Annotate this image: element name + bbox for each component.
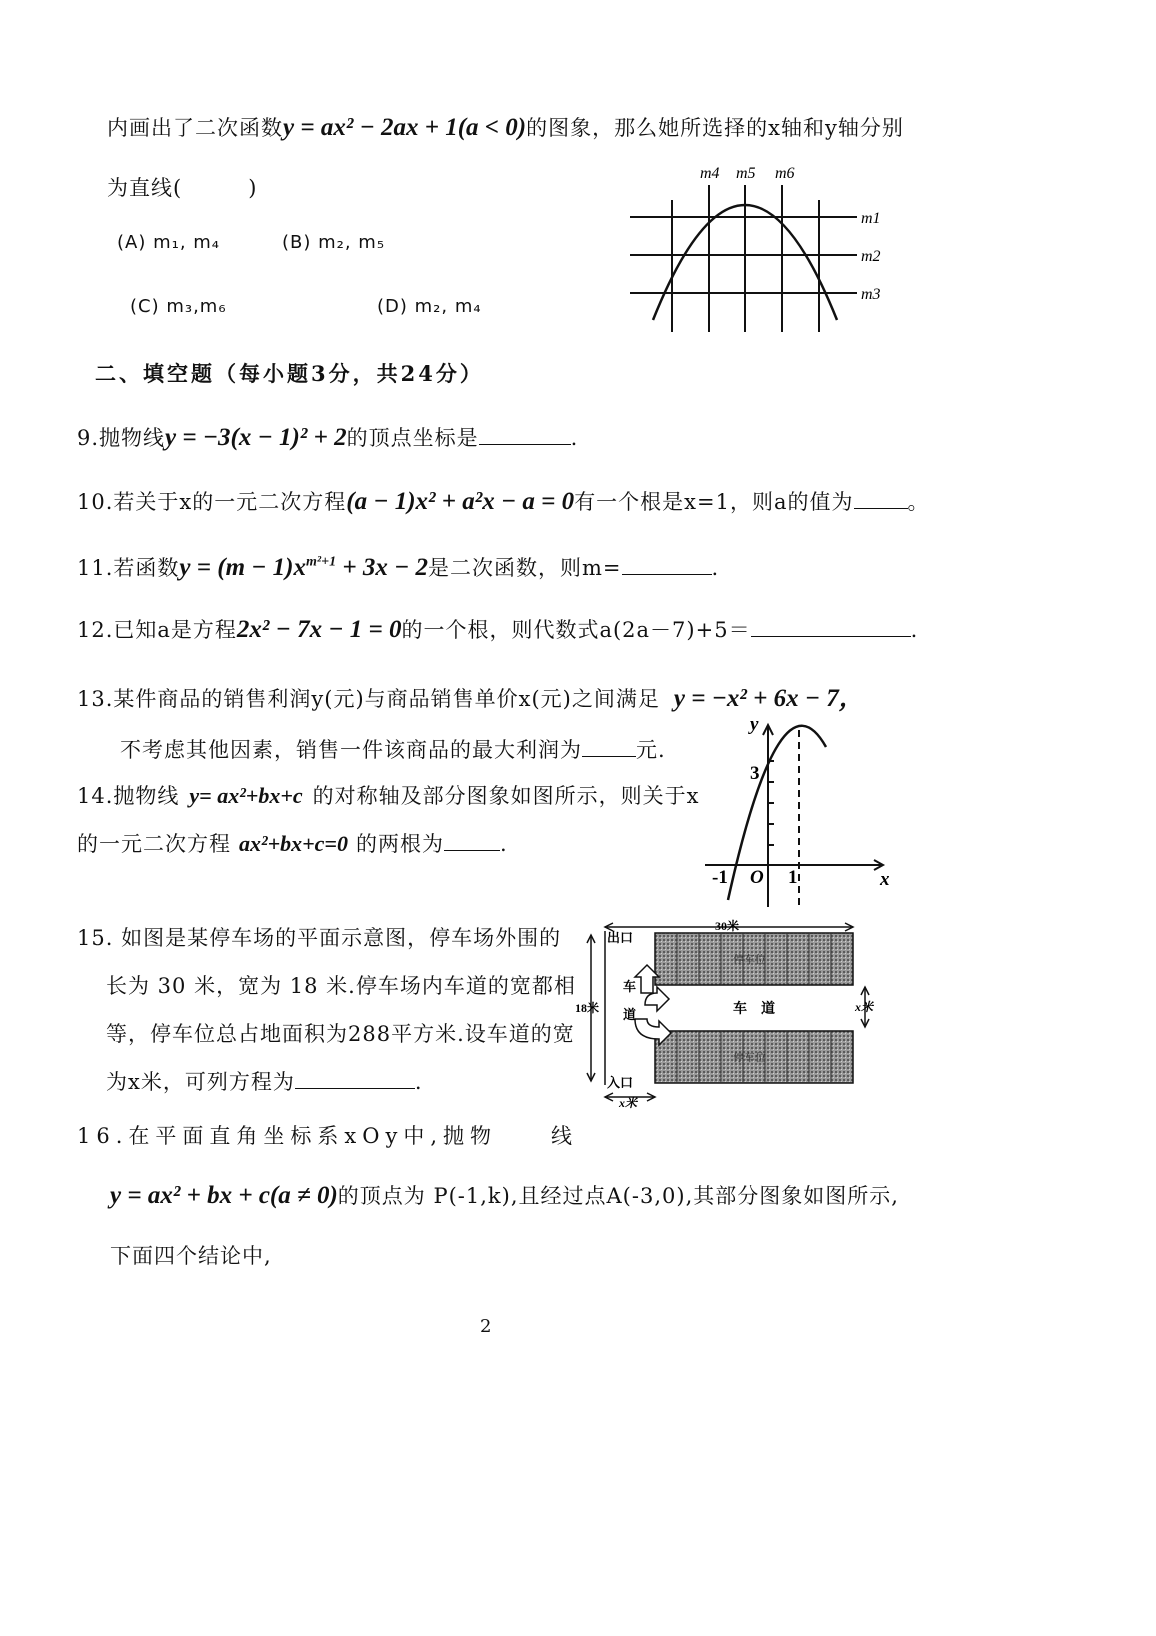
q12 — [77, 614, 918, 644]
q15-exit-label: 出口 — [607, 930, 634, 945]
q13-line1 — [77, 678, 864, 714]
q8-text-a: 内画出了二次函数 — [107, 116, 283, 140]
q12-text-b: 的一个根，则代数式a(2a－7)+5＝ — [401, 618, 751, 642]
q14-parabola-graph — [700, 715, 895, 910]
q9-answer-blank — [479, 424, 571, 445]
q10-answer-blank — [854, 488, 908, 509]
q14-three-label: 3 — [750, 763, 760, 784]
q15-width-label: 30米 — [715, 919, 740, 933]
q9 — [77, 422, 578, 452]
q11-end: . — [711, 556, 720, 580]
q16-formula: y = ax² + bx + c(a ≠ 0) — [110, 1182, 338, 1209]
q10-text-b: 有一个根是x=1，则a的值为 — [574, 490, 854, 514]
q14-x-label: x — [880, 869, 890, 890]
q15-entrance-label: 入口 — [607, 1075, 634, 1090]
q13-text-a: 13.某件商品的销售利润y(元)与商品销售单价x(元)之间满足 — [77, 687, 660, 711]
q13-line2 — [120, 734, 666, 764]
q15-bottom-width: x米 — [619, 1096, 638, 1110]
q15-lot-top-label: 停车位 — [733, 954, 766, 966]
page-number: 2 — [480, 1316, 492, 1337]
q16-text-b: 的顶点为 P(-1,k),且经过点A(-3,0),其部分图象如图所示, — [337, 1184, 899, 1208]
label-m4: m4 — [700, 165, 720, 182]
q13-answer-blank — [582, 736, 636, 757]
q16-line3: 下面四个结论中, — [110, 1244, 272, 1268]
q13-text-b: 不考虑其他因素，销售一件该商品的最大利润为 — [120, 738, 582, 762]
q8-option-b: (B) m₂, m₅ — [282, 232, 386, 253]
label-m5: m5 — [736, 165, 756, 182]
q10-formula: (a − 1)x² + a²x − a = 0 — [346, 488, 575, 515]
q8-line2: 为直线( ) — [107, 176, 258, 200]
q11-answer-blank — [622, 554, 712, 575]
q8-line1 — [107, 112, 904, 142]
q9-formula: y = −3(x − 1)² + 2 — [165, 424, 347, 451]
q11-text-b: 是二次函数，则m= — [427, 556, 622, 580]
q15-end: . — [414, 1070, 423, 1094]
q15-answer-blank — [295, 1068, 415, 1089]
q15-text-d: 为x米，可列方程为 — [106, 1070, 295, 1094]
q8-grid-figure — [625, 160, 895, 340]
q14-y-label: y — [750, 715, 759, 735]
q12-text-a: 12.已知a是方程 — [77, 618, 237, 642]
q15-line2: 长为 30 米，宽为 18 米.停车场内车道的宽都相 — [106, 974, 576, 998]
q15-parking-figure — [575, 915, 880, 1110]
q15-lot-bottom-label: 停车位 — [733, 1052, 766, 1064]
q14-origin-label: O — [750, 867, 764, 888]
q15-lane-side-b: 道 — [623, 1007, 637, 1022]
q14-text-b: 的对称轴及部分图象如图所示，则关于x — [312, 784, 700, 808]
q16-line2 — [110, 1180, 899, 1210]
q12-answer-blank — [751, 616, 911, 637]
q15-line1: 15. 如图是某停车场的平面示意图，停车场外围的 — [77, 926, 562, 950]
q14-line1 — [77, 780, 699, 810]
q10-text-a: 10.若关于x的一元二次方程 — [77, 490, 347, 514]
q15-lane-center: 车 道 — [733, 1002, 775, 1017]
q14-text-a: 14.抛物线 — [77, 784, 180, 808]
q14-line2 — [77, 828, 508, 858]
q13-formula: y = −x² + 6x − 7， — [673, 685, 864, 712]
q12-formula: 2x² − 7x − 1 = 0 — [236, 616, 402, 643]
label-m6: m6 — [775, 165, 795, 182]
q9-end: . — [570, 426, 579, 450]
q8-option-a: (A) m₁, m₄ — [117, 232, 221, 253]
q11 — [77, 552, 719, 582]
section2-title: 二、填空题（每小题3分，共24分） — [95, 361, 484, 386]
q8-option-c: (C) m₃,m₆ — [130, 296, 227, 317]
q15-line3: 等，停车位总占地面积为288平方米.设车道的宽 — [106, 1022, 575, 1046]
q8-option-d: (D) m₂, m₄ — [377, 296, 482, 317]
q14-end: . — [499, 832, 508, 856]
q14-text-d: 的两根为 — [355, 832, 444, 856]
q9-text-b: 的顶点坐标是 — [346, 426, 479, 450]
q14-formula: y= ax²+bx+c — [189, 783, 303, 808]
q8-text-b: 的图象，那么她所选择的x轴和y轴分别 — [526, 116, 904, 140]
q10 — [77, 486, 930, 516]
q11-formula: $y = (m - 1)x^{m^2+1} + 3x - 2$ — [179, 554, 428, 581]
label-m1: m1 — [861, 210, 881, 227]
q15-lane-side-a: 车 — [623, 979, 637, 994]
q12-end: . — [910, 618, 919, 642]
q15-lane-width: x米 — [855, 1000, 874, 1014]
q14-one-label: 1 — [788, 867, 798, 888]
q8-formula: y = ax² − 2ax + 1(a < 0) — [283, 114, 527, 141]
label-m2: m2 — [861, 248, 881, 265]
q9-text-a: 9.抛物线 — [77, 426, 166, 450]
q16-line1: 16.在平面直角坐标系xOy中,抛物 线 — [77, 1124, 578, 1148]
q10-end: 。 — [907, 490, 930, 514]
label-m3: m3 — [861, 286, 881, 303]
q14-answer-blank — [444, 830, 500, 851]
q13-unit: 元. — [636, 738, 666, 762]
q15-line4 — [106, 1066, 423, 1096]
q15-height-label: 18米 — [575, 1001, 600, 1015]
q14-minus-one-label: -1 — [712, 867, 728, 888]
q14-text-c: 的一元二次方程 — [77, 832, 231, 856]
q14-formula2: ax²+bx+c=0 — [239, 831, 348, 856]
q11-text-a: 11.若函数 — [77, 556, 180, 580]
